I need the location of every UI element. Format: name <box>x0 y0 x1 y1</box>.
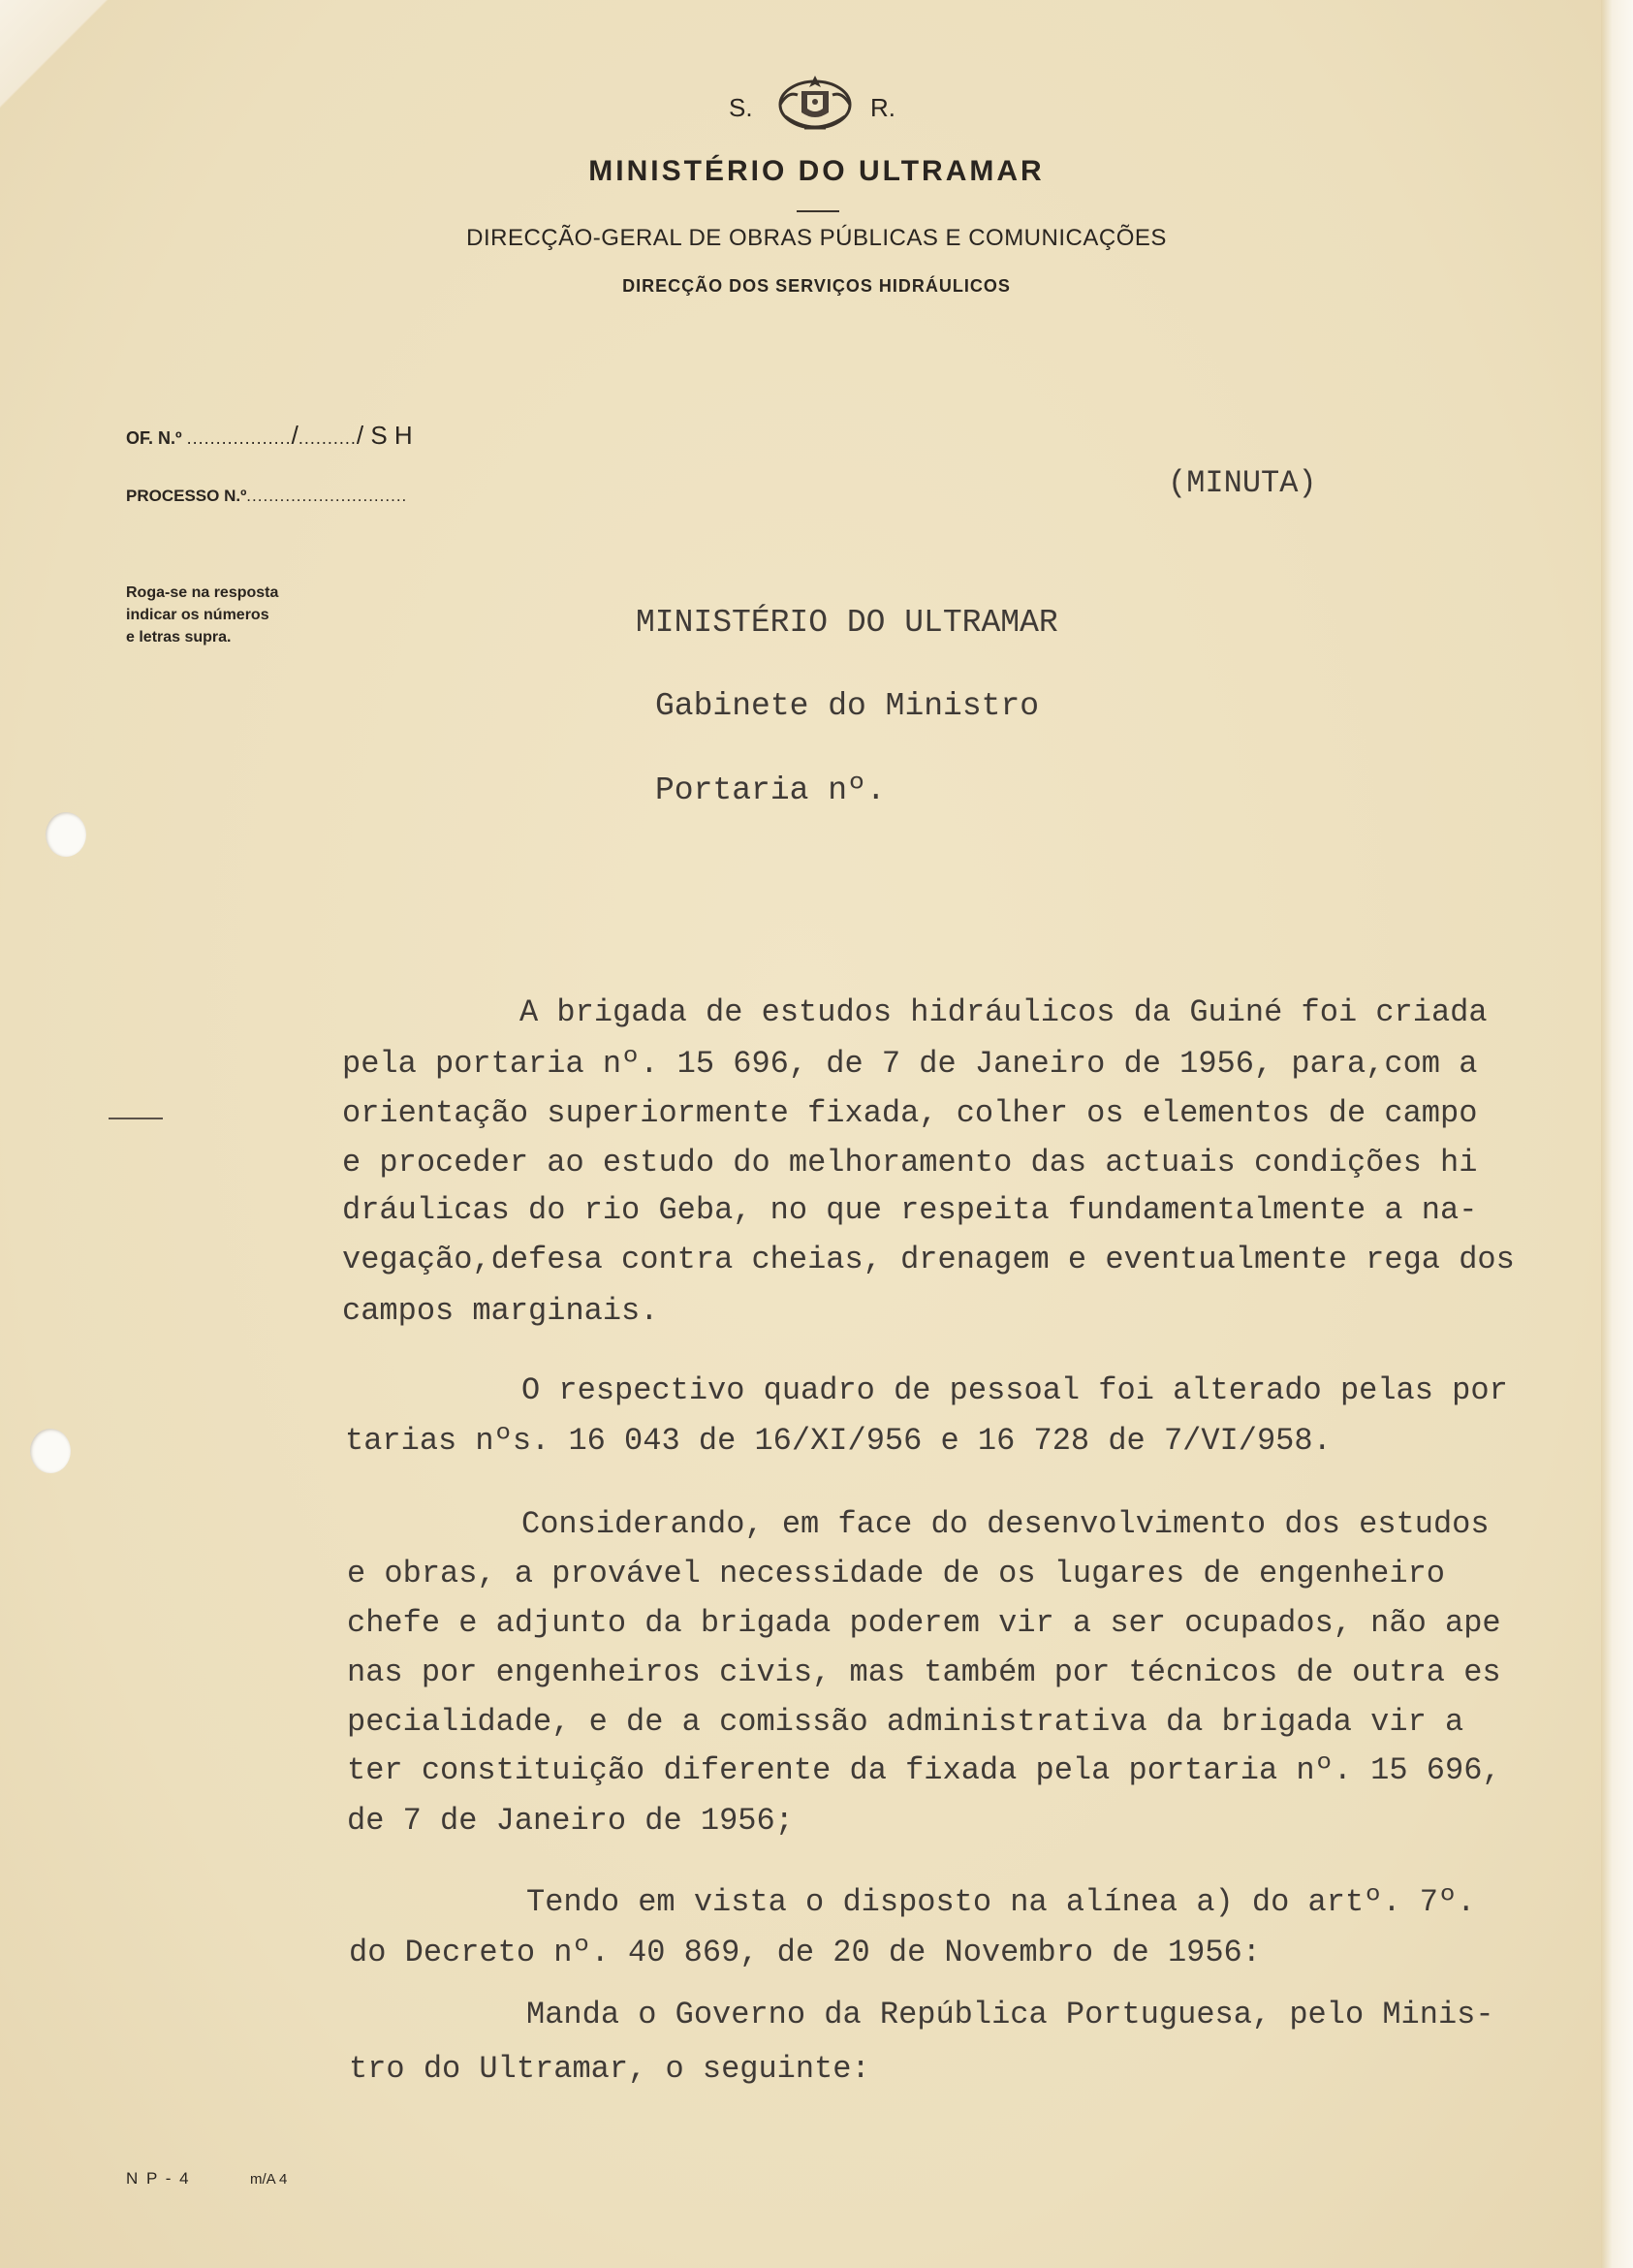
reply-note <box>126 582 339 648</box>
letterhead-left-initial: S. <box>729 93 753 122</box>
paper-edge <box>1601 0 1633 2268</box>
body-line: chefe e adjunto da brigada poderem vir a ser ocupados, não ape <box>347 1605 1501 1641</box>
body-line: A brigada de estudos hidráulicos da Guiné foi criada <box>519 994 1488 1030</box>
coat-of-arms-icon <box>775 68 855 138</box>
body-line: Considerando, em face do desenvolvimento dos estudos <box>521 1506 1490 1542</box>
body-line: pela portaria nº. 15 696, de 7 de Janeiro de 1956, para,com a <box>342 1046 1478 1082</box>
body-line: dráulicas do rio Geba, no que respeita fundamentalmente a na- <box>342 1192 1478 1228</box>
office-number-dots: .................. <box>186 428 292 448</box>
body-line: pecialidade, e de a comissão administrativa da brigada vir a <box>347 1704 1464 1740</box>
body-line: tarias nºs. 16 043 de 16/XI/956 e 16 728 de 7/VI/958. <box>345 1423 1332 1459</box>
body-line: ter constituição diferente da fixada pela portaria nº. 15 696, <box>347 1752 1501 1788</box>
draft-label: (MINUTA) <box>1168 465 1317 501</box>
header-divider <box>797 210 839 212</box>
punch-hole-bottom <box>30 1429 71 1473</box>
punch-hole-top <box>46 812 86 857</box>
office-number-field <box>126 421 413 451</box>
form-code: N P - 4 <box>126 2169 191 2188</box>
office-name: Gabinete do Ministro <box>655 688 1040 724</box>
office-number-separator: / <box>291 421 298 450</box>
directorate-general: DIRECÇÃO-GERAL DE OBRAS PÚBLICAS E COMUNICAÇÕES <box>466 225 1167 251</box>
body-line: Tendo em vista o disposto na alínea a) do artº. 7º. <box>526 1884 1476 1920</box>
body-line: e proceder ao estudo do melhoramento das actuais condições hi <box>342 1145 1478 1181</box>
body-line: nas por engenheiros civis, mas também por técnicos de outra es <box>347 1654 1501 1690</box>
body-line: O respectivo quadro de pessoal foi alterado pelas por <box>521 1372 1508 1408</box>
office-number-label: OF. N.º <box>126 428 182 448</box>
ministry-header: MINISTÉRIO DO ULTRAMAR <box>588 155 1045 187</box>
body-line: orientação superiormente fixada, colher os elementos de campo <box>342 1095 1478 1131</box>
reply-note-line: indicar os números <box>126 607 269 623</box>
body-line: do Decreto nº. 40 869, de 20 de Novembro de 1956: <box>349 1935 1261 1970</box>
letterhead-right-initial: R. <box>870 93 895 122</box>
margin-dash <box>109 1118 163 1119</box>
decree-title: Portaria nº. <box>655 772 886 808</box>
addressee: MINISTÉRIO DO ULTRAMAR <box>636 605 1058 641</box>
hydraulic-services: DIRECÇÃO DOS SERVIÇOS HIDRÁULICOS <box>622 276 1011 296</box>
reply-note-line: Roga-se na resposta <box>126 584 279 601</box>
body-line: campos marginais. <box>342 1293 659 1329</box>
process-number-label: PROCESSO N.º <box>126 487 247 505</box>
body-line: tro do Ultramar, o seguinte: <box>349 2051 870 2087</box>
reply-note-line: e letras supra. <box>126 629 232 646</box>
office-year-dots: .......... <box>298 428 357 448</box>
office-number-suffix: / S H <box>356 421 413 450</box>
body-line: e obras, a provável necessidade de os lugares de engenheiro <box>347 1556 1445 1591</box>
torn-corner <box>0 0 126 126</box>
form-model: m/A 4 <box>250 2171 288 2188</box>
process-number-field <box>126 487 407 506</box>
body-line: vegação,defesa contra cheias, drenagem e eventualmente rega dos <box>342 1242 1515 1277</box>
process-number-dots: ............................. <box>246 487 408 505</box>
body-line: de 7 de Janeiro de 1956; <box>347 1803 794 1839</box>
body-line: Manda o Governo da República Portuguesa, pelo Minis- <box>526 1997 1494 2032</box>
